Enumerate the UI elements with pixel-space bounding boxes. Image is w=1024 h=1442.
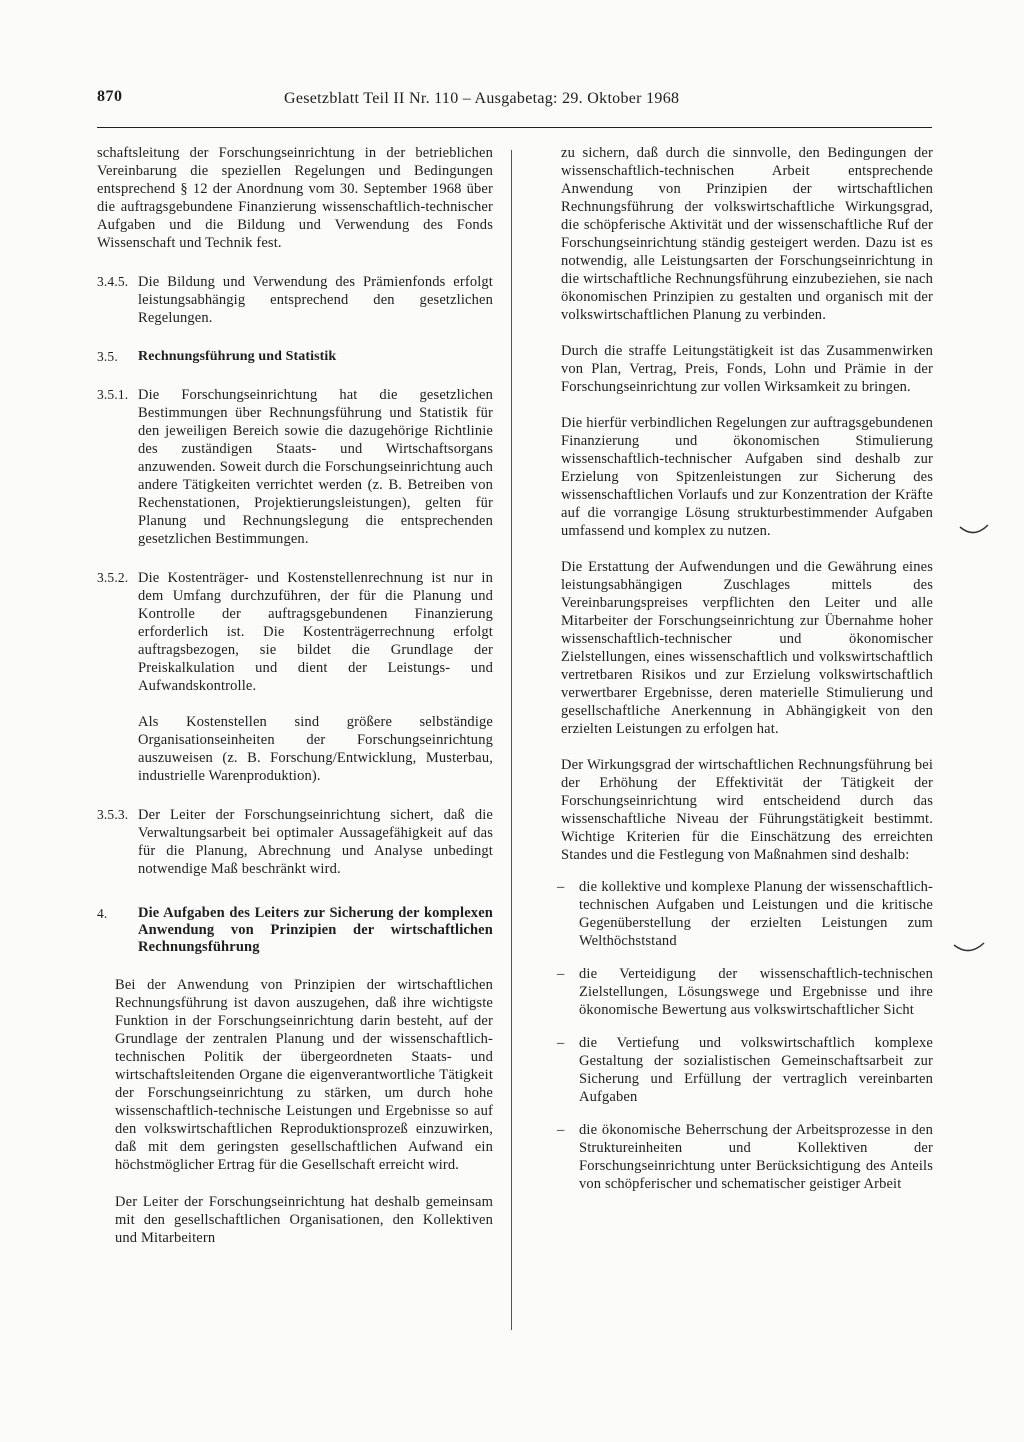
section-3-4-5 xyxy=(97,273,493,327)
section-number: 3.5.1. xyxy=(97,387,129,402)
list-item-text: die Verteidigung der wissenschaftlich-technischen Zielstellungen, Lösungswege und Ergebnisse und ihre ökonomische Bewertung aus volkswirtschaftlicher Sicht xyxy=(579,966,933,1018)
section-3-5-1 xyxy=(97,386,493,548)
margin-mark-icon xyxy=(952,938,986,963)
section-number: 3.5.3. xyxy=(97,807,129,822)
right-column xyxy=(557,144,933,1193)
section-3-5 xyxy=(97,348,493,366)
section-heading: Rechnungsführung und Statistik xyxy=(138,349,337,364)
list-item-text: die Vertiefung und volkswirtschaftlich komplexe Gestaltung der sozialistischen Gemeinschaftsarbeit zur Sicherung und Erfüllung der vertraglich vereinbarten Aufgaben xyxy=(579,1035,933,1105)
paragraph-3: Die hierfür verbindlichen Regelungen zur auftragsgebundenen Finanzierung und ökonomischen Stimulierung wissenschaftlich-technischer Aufgaben sind deshalb zur Erzielung von Spitzenleistungen zur Sicherung des wissenschaftlichen Vorlaufs und zur Konzentration der Kräfte auf die vorrangige Lösung strukturbestimmender Aufgaben umfassend und komplex zu nutzen. xyxy=(561,415,933,539)
section-number: 3.4.5. xyxy=(97,274,129,289)
section-text: Der Leiter der Forschungseinrichtung sichert, daß die Verwaltungsarbeit bei optimaler Aussagefähigkeit auf das für die Planung, Abrechnung und Analyse unbedingt notwendige Maß beschränkt wird. xyxy=(138,807,493,877)
section-3-5-2 xyxy=(97,569,493,785)
margin-mark-icon xyxy=(958,520,990,545)
header-title: Gesetzblatt Teil II Nr. 110 – Ausgabetag: 29. Oktober 1968 xyxy=(284,90,680,107)
section-body xyxy=(138,569,493,785)
section-text: Die Kostenträger- und Kostenstellenrechnung ist nur in dem Umfang durchzuführen, der für die Planung und Kontrolle der auftragsgebundenen Finanzierung erforderlich ist. Die Kostenträgerrechnung erfolgt auftragsbezogen, sie bildet die Grundlage der Preiskalkulation und dient der Leistungs- und Aufwandskontrolle. xyxy=(138,570,493,694)
list-item-text: die ökonomische Beherrschung der Arbeitsprozesse in den Struktureinheiten und Kollektiven der Forschungseinrichtung unter Berücksichtigung des Anteils von schöpferischer und schematischer geistiger Arbeit xyxy=(579,1122,933,1192)
paragraph-1: zu sichern, daß durch die sinnvolle, den Bedingungen der wissenschaftlich-technischen Arbeit entsprechende Anwendung von Prinzipien der wirtschaftlichen Rechnungsführung der volkswirtschaftliche Wirkungsgrad, die schöpferische Aktivität und der wissenschaftliche Ruf der Forschungseinrichtung ständig gesteigert werden. Dazu ist es notwendig, alle Leistungsarten der Forschungseinrichtung in die wirtschaftliche Rechnungsführung einzubeziehen, sie nach ökonomischen Prinzipien zu gestalten und organisch mit der volkswirtschaftlichen Planung zu verbinden. xyxy=(561,145,933,323)
paragraph-5: Der Wirkungsgrad der wirtschaftlichen Rechnungsführung bei der Erhöhung der Effektivität der Tätigkeit der Forschungseinrichtung wird entscheidend durch das wissenschaftliche Niveau der Führungstätigkeit bestimmt. Wichtige Kriterien für die Einschätzung des erreichten Standes und die Festlegung von Maßnahmen sind deshalb: xyxy=(561,757,933,863)
list-item xyxy=(557,965,933,1019)
section-4 xyxy=(97,905,493,956)
dash-icon: – xyxy=(557,1122,565,1138)
left-column xyxy=(97,144,493,1247)
list-item xyxy=(557,878,933,950)
list-item-text: die kollektive und komplexe Planung der wissenschaftlich-technischen Aufgaben und Leistungen und die kritische Gegenüberstellung der erzielten Leistungen zum Welthöchststand xyxy=(579,879,933,949)
dash-icon: – xyxy=(557,1035,565,1051)
section-number: 3.5.2. xyxy=(97,570,129,585)
section-4-paragraph-2: Der Leiter der Forschungseinrichtung hat deshalb gemeinsam mit den gesellschaftlichen Organisationen, den Kollektiven und Mitarbeitern xyxy=(115,1194,493,1246)
paragraph-4: Die Erstattung der Aufwendungen und die Gewährung eines leistungsabhängigen Zuschlages mittels des Vereinbarungspreises verpflichten den Leiter und alle Mitarbeiter der Forschungseinrichtung zur Übernahme hoher wissenschaftlich-technischer und ökonomischer Zielstellungen, eines wissenschaftlich und volkswirtschaftlich vertretbaren Risikos und zur Erzielung volkswirtschaftlich verwertbarer Ergebnisse, deren materielle Stimulierung und gesellschaftliche Anerkennung in Abhängigkeit von den erzielten Leistungen zu erfolgen hat. xyxy=(561,559,933,737)
section-text: Die Forschungseinrichtung hat die gesetzlichen Bestimmungen über Rechnungsführung und Statistik für den jeweiligen Bereich sowie die dazugehörige Richtlinie des zuständigen Staats- und Wirtschaftsorgans anzuwenden. Soweit durch die Forschungseinrichtung auch andere Tätigkeiten verrichtet werden (z. B. Betreiben von Rechenstationen, Projektierungsleistungen), gelten für Planung und Rechnungslegung die entsprechenden gesetzlichen Bestimmungen. xyxy=(138,387,493,547)
column-divider xyxy=(511,150,512,1330)
paragraph-2: Durch die straffe Leitungstätigkeit ist das Zusammenwirken von Plan, Vertrag, Preis, Fonds, Lohn und Prämie in der Forschungseinrichtung zur vollen Wirksamkeit zu bringen. xyxy=(561,343,933,395)
section-heading: Die Aufgaben des Leiters zur Sicherung der komplexen Anwendung von Prinzipien der wirtschaftlichen Rechnungsführung xyxy=(138,905,493,955)
section-number: 4. xyxy=(97,906,108,921)
section-text: Die Bildung und Verwendung des Prämienfonds erfolgt leistungsabhängig entsprechend den gesetzlichen Regelungen. xyxy=(138,274,493,326)
page-number: 870 xyxy=(97,88,123,105)
list-item xyxy=(557,1121,933,1193)
section-text-2: Als Kostenstellen sind größere selbständige Organisationseinheiten der Forschungseinrichtung auszuweisen (z. B. Forschung/Entwicklung, Musterbau, industrielle Warenproduktion). xyxy=(138,714,493,784)
section-4-paragraph-1: Bei der Anwendung von Prinzipien der wirtschaftlichen Rechnungsführung ist davon auszugehen, daß ihre wichtigste Funktion in der Forschungseinrichtung darin besteht, auf der Grundlage der zentralen Planung und der wissenschaftlich-technischen Politik der übergeordneten Staats- und wirtschaftsleitenden Organe die eigenverantwortliche Tätigkeit der Forschungseinrichtung zu stärken, um durch hohe wissenschaftlich-technische Leistungen und Ergebnisse so auf den volkswirtschaftlichen Reproduktionsprozeß einzuwirken, daß mit dem geringsten gesellschaftlichen Aufwand ein höchstmöglicher Ertrag für die Gesellschaft erreicht wird. xyxy=(115,977,493,1173)
section-3-5-3 xyxy=(97,806,493,878)
continuation-paragraph: schaftsleitung der Forschungseinrichtung in der betrieblichen Vereinbarung die speziellen Regelungen und Bedingungen entsprechend § 12 der Anordnung vom 30. September 1968 über die auftragsgebundene Finanzierung wissenschaftlich-technischer Aufgaben und die Bildung und Verwendung des Fonds Wissenschaft und Technik fest. xyxy=(97,145,493,251)
header-rule xyxy=(97,127,932,128)
list-item xyxy=(557,1034,933,1106)
dash-icon: – xyxy=(557,879,565,895)
criteria-list xyxy=(557,878,933,1193)
section-number: 3.5. xyxy=(97,349,118,364)
dash-icon: – xyxy=(557,966,565,982)
